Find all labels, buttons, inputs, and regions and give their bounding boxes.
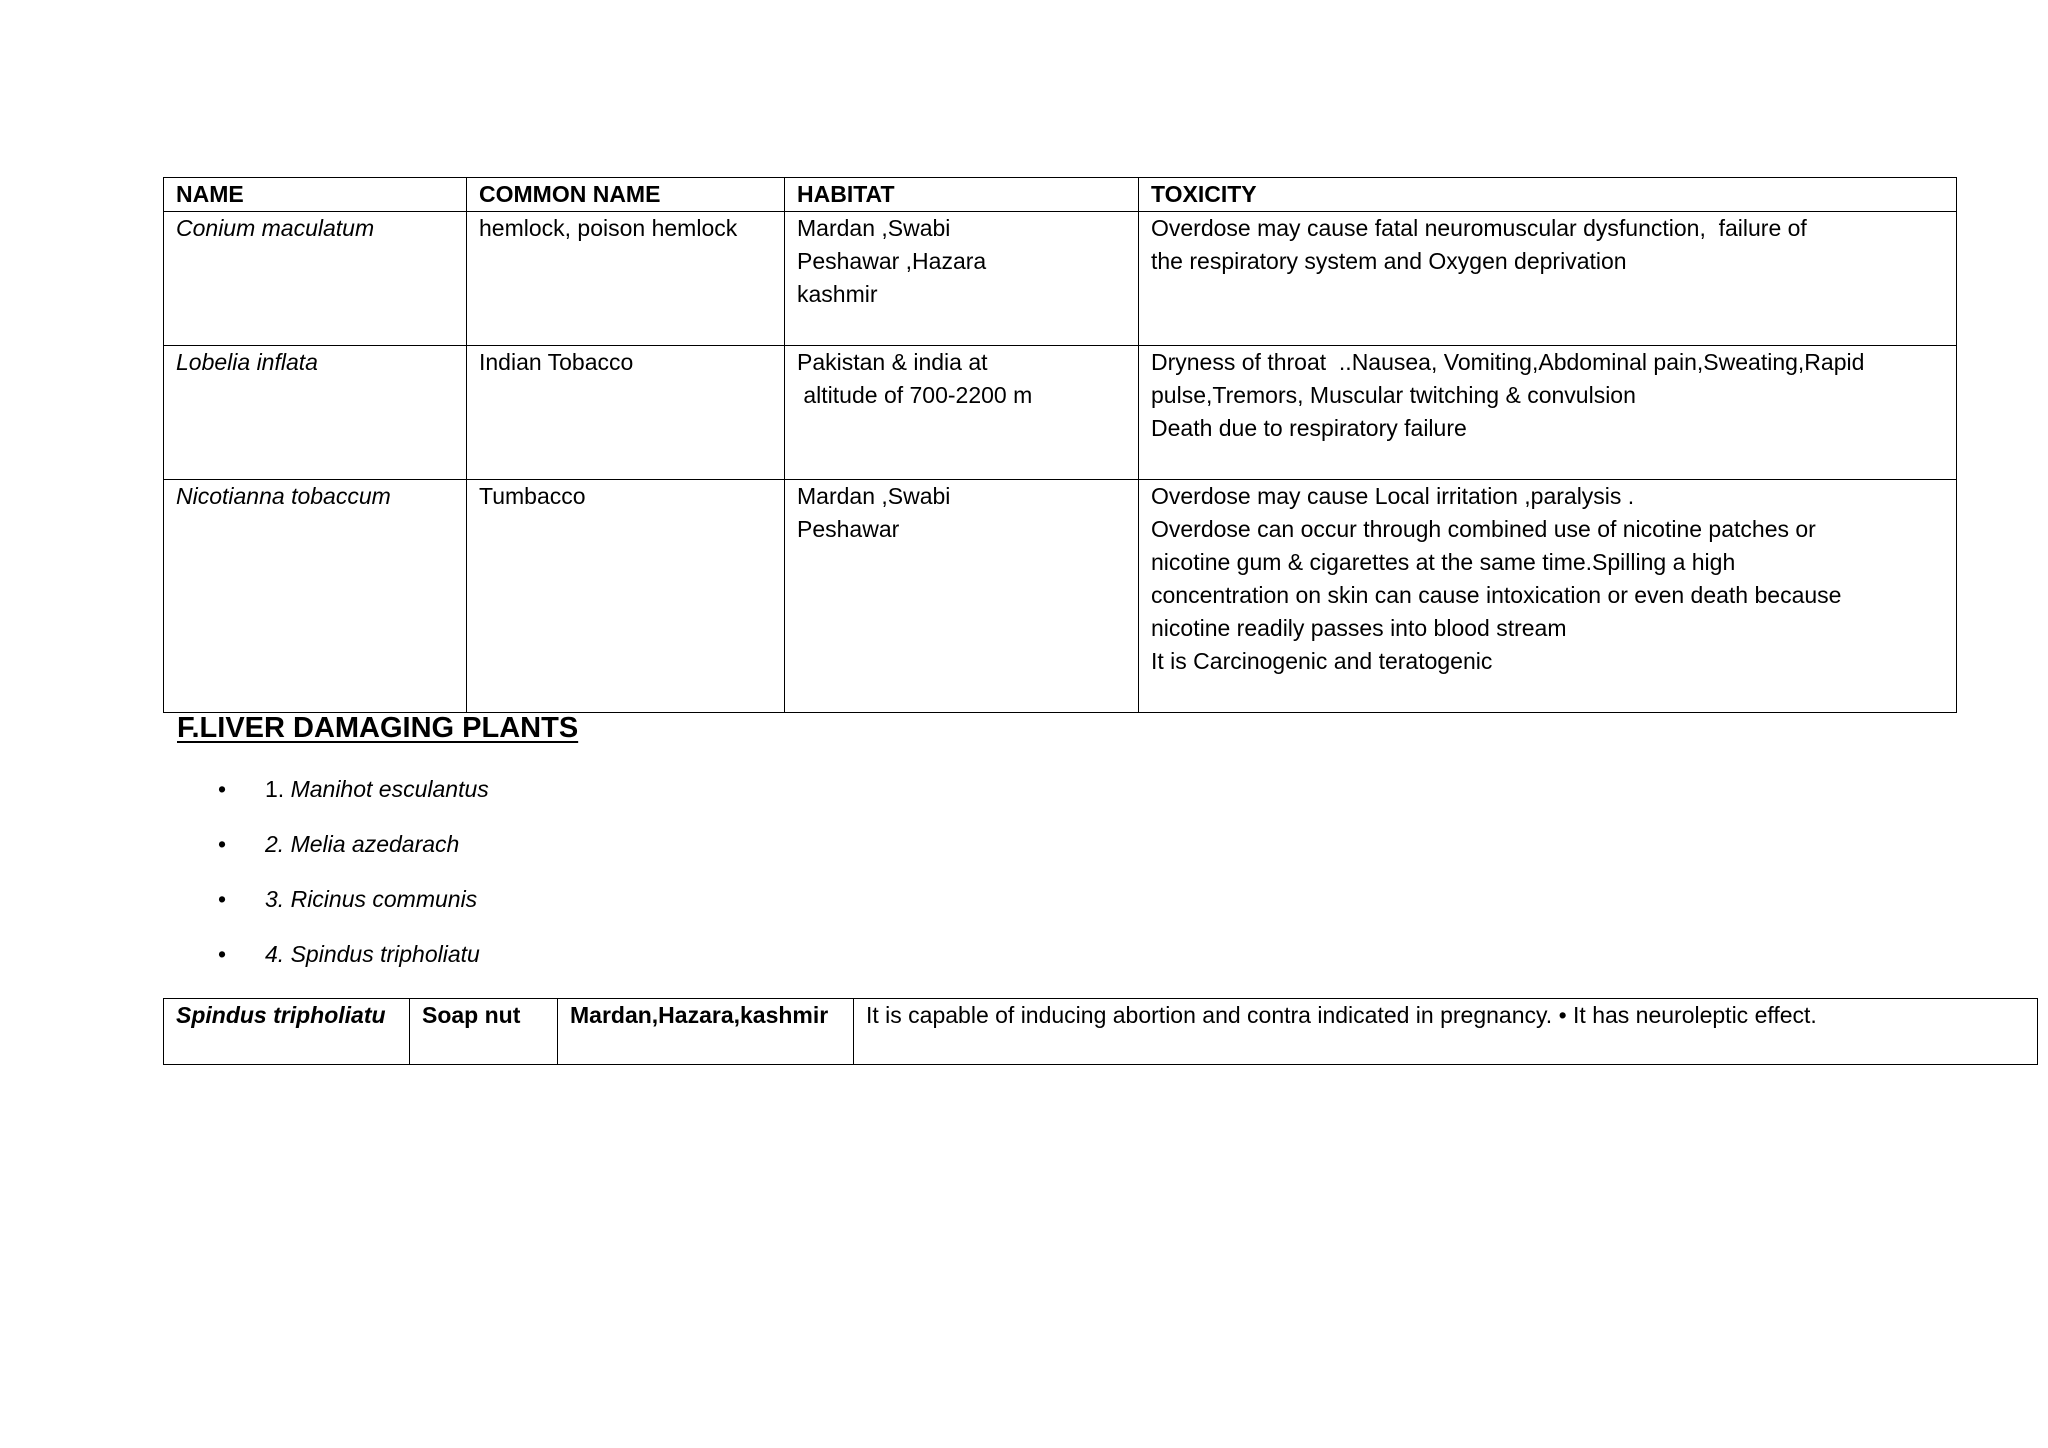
list-item-plant: Manihot esculantus <box>290 776 489 802</box>
list-item-number: 1. <box>265 776 285 802</box>
toxicity-cell <box>1139 212 1957 346</box>
liver-plants-list <box>218 774 489 994</box>
table-row <box>164 480 1957 713</box>
habitat-line: altitude of 700-2200 m <box>797 382 1033 408</box>
plant-name-cell: Conium maculatum <box>164 212 467 346</box>
list-item <box>218 774 489 829</box>
section-heading: F.LIVER DAMAGING PLANTS <box>177 712 579 744</box>
toxicity-line: Death due to respiratory failure <box>1151 415 1467 441</box>
plant-name-cell: Lobelia inflata <box>164 346 467 480</box>
habitat-line: Peshawar <box>797 516 900 542</box>
toxicity-line: nicotine readily passes into blood stream <box>1151 615 1567 641</box>
table-row <box>164 346 1957 480</box>
toxicity-line: It is Carcinogenic and teratogenic <box>1151 648 1493 674</box>
table-row <box>164 999 2038 1065</box>
toxicity-cell <box>1139 480 1957 713</box>
header-name: NAME <box>164 178 467 212</box>
habitat-line: Mardan ,Swabi <box>797 215 951 241</box>
toxicity-cell: It is capable of inducing abortion and contra indicated in pregnancy. • It has neuroleptic effect. <box>854 999 2038 1065</box>
list-item <box>218 829 489 884</box>
plant-name-cell: Nicotianna tobaccum <box>164 480 467 713</box>
common-name-cell: hemlock, poison hemlock <box>467 212 785 346</box>
list-item <box>218 939 489 994</box>
soap-nut-table <box>163 998 2038 1065</box>
toxicity-line: nicotine gum & cigarettes at the same time.Spilling a high <box>1151 549 1736 575</box>
header-common-name: COMMON NAME <box>467 178 785 212</box>
common-name-cell: Tumbacco <box>467 480 785 713</box>
habitat-line: Pakistan & india at <box>797 349 988 375</box>
habitat-cell <box>785 346 1139 480</box>
bullet-icon: • <box>218 776 227 802</box>
bullet-icon: • <box>218 941 227 967</box>
common-name-cell: Indian Tobacco <box>467 346 785 480</box>
common-name-cell: Soap nut <box>410 999 558 1065</box>
list-item-plant: Melia azedarach <box>290 831 460 857</box>
toxicity-line: Overdose may cause fatal neuromuscular dysfunction, failure of <box>1151 215 1807 241</box>
toxicity-line: concentration on skin can cause intoxication or even death because <box>1151 582 1842 608</box>
bullet-icon: • <box>218 886 227 912</box>
list-item-plant: Spindus tripholiatu <box>290 941 480 967</box>
toxicity-cell <box>1139 346 1957 480</box>
habitat-cell <box>785 212 1139 346</box>
toxicity-line: the respiratory system and Oxygen deprivation <box>1151 248 1627 274</box>
table-row <box>164 212 1957 346</box>
toxicity-line: Dryness of throat ..Nausea, Vomiting,Abdominal pain,Sweating,Rapid <box>1151 349 1865 375</box>
list-item-number: 4. <box>265 941 285 967</box>
plant-name-cell: Spindus tripholiatu <box>164 999 410 1065</box>
habitat-cell <box>785 480 1139 713</box>
list-item-plant: Ricinus communis <box>290 886 478 912</box>
toxicity-line: pulse,Tremors, Muscular twitching & convulsion <box>1151 382 1636 408</box>
toxic-plants-table <box>163 177 1957 713</box>
habitat-line: Peshawar ,Hazara <box>797 248 987 274</box>
header-habitat: HABITAT <box>785 178 1139 212</box>
toxicity-line: Overdose may cause Local irritation ,paralysis . <box>1151 483 1635 509</box>
header-toxicity: TOXICITY <box>1139 178 1957 212</box>
table-header-row <box>164 178 1957 212</box>
list-item <box>218 884 489 939</box>
habitat-line: Mardan ,Swabi <box>797 483 951 509</box>
bullet-icon: • <box>218 831 227 857</box>
habitat-cell: Mardan,Hazara,kashmir <box>558 999 854 1065</box>
habitat-line: kashmir <box>797 281 878 307</box>
list-item-number: 3. <box>265 886 285 912</box>
list-item-number: 2. <box>265 831 285 857</box>
toxicity-line: Overdose can occur through combined use of nicotine patches or <box>1151 516 1816 542</box>
